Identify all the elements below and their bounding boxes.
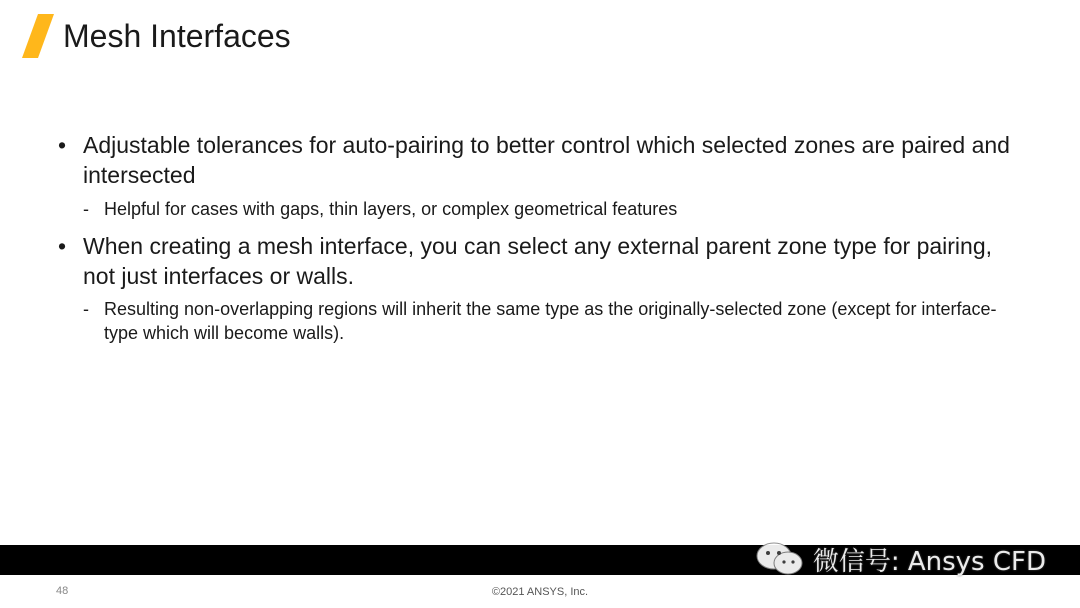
sub-bullet-item — [83, 197, 1018, 221]
bullet-text: Adjustable tolerances for auto-pairing to better control which selected zones are paired and intersected — [83, 132, 1010, 188]
wechat-icon — [755, 542, 805, 576]
bullet-marker: • — [58, 233, 67, 259]
bullet-item — [58, 231, 1018, 291]
bullet-item — [58, 130, 1018, 190]
bullet-text: When creating a mesh interface, you can select any external parent zone type for pairing, not just interfaces or walls. — [83, 233, 993, 289]
watermark — [755, 540, 1046, 578]
copyright-text: ©2021 ANSYS, Inc. — [491, 586, 589, 598]
accent-slash-icon — [22, 14, 54, 58]
watermark-text: 微信号: Ansys CFD — [812, 546, 1046, 577]
sub-bullet-text: Helpful for cases with gaps, thin layers, or complex geometrical features — [104, 199, 678, 219]
page-number: 48 — [56, 585, 69, 597]
sub-bullet-text: Resulting non-overlapping regions will inherit the same type as the originally-selected zone (except for interface-type which will become walls). — [104, 299, 997, 343]
sub-bullet-marker: - — [83, 299, 89, 319]
slide-title: Mesh Interfaces — [63, 18, 291, 54]
bullet-marker: • — [58, 132, 67, 158]
sub-bullet-marker: - — [83, 199, 89, 219]
sub-bullet-item — [83, 297, 1018, 345]
slide-content — [58, 130, 1018, 345]
